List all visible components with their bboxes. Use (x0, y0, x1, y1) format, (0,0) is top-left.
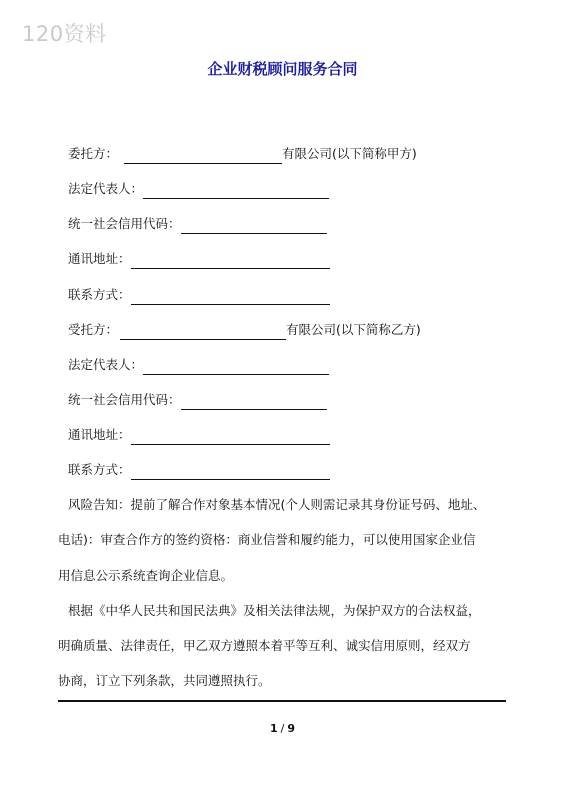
watermark: 120资料 (22, 22, 107, 46)
party-b-address-label: 通讯地址： (68, 427, 131, 442)
party-b-address-row (68, 425, 330, 445)
party-b-row (68, 320, 421, 340)
page-number (0, 722, 565, 735)
party-a-suffix: 有限公司(以下简称甲方) (282, 146, 417, 161)
party-b-contact-label: 联系方式： (68, 462, 131, 477)
party-a-address-blank[interactable] (131, 251, 330, 269)
party-a-address-row (68, 249, 330, 269)
party-a-name-blank[interactable] (124, 146, 282, 164)
party-a-contact-label: 联系方式： (68, 287, 131, 302)
party-b-legal-rep-label: 法定代表人： (68, 357, 144, 372)
party-a-contact-blank[interactable] (131, 287, 330, 305)
party-a-credit-code-row (68, 214, 327, 234)
party-b-credit-code-blank[interactable] (181, 392, 327, 410)
party-a-legal-rep-blank[interactable] (143, 181, 329, 199)
party-a-contact-row (68, 285, 330, 305)
party-b-contact-blank[interactable] (131, 462, 330, 480)
party-a-legal-rep-label: 法定代表人： (68, 181, 144, 196)
preamble-line-2: 明确质量、法律责任，甲乙双方遵照本着平等互利、诚实信用原则，经双方 (58, 638, 471, 653)
party-a-row (68, 144, 417, 164)
party-b-credit-code-row (68, 390, 327, 410)
party-b-legal-rep-row (68, 355, 329, 375)
page-current: 1 (269, 722, 278, 735)
party-b-address-blank[interactable] (131, 427, 330, 445)
party-b-suffix: 有限公司(以下简称乙方) (286, 322, 421, 337)
preamble-line-1: 根据《中华人民共和国民法典》及相关法律法规，为保护双方的合法权益， (68, 603, 481, 618)
page-separator: / (280, 722, 285, 735)
risk-notice-line-3: 用信息公示系统查询企业信息。 (58, 568, 234, 583)
document-title: 企业财税顾问服务合同 (207, 60, 358, 78)
party-a-credit-code-label: 统一社会信用代码： (68, 216, 181, 231)
party-a-label: 委托方： (68, 146, 119, 161)
risk-notice-line-1: 风险告知：提前了解合作对象基本情况(个人则需记录其身份证号码、地址、 (68, 497, 486, 512)
party-b-legal-rep-blank[interactable] (143, 357, 329, 375)
party-b-credit-code-label: 统一社会信用代码： (68, 392, 181, 407)
party-b-name-blank[interactable] (120, 322, 286, 340)
party-a-address-label: 通讯地址： (68, 251, 131, 266)
preamble-line-3: 协商，订立下列条款，共同遵照执行。 (58, 673, 271, 688)
footer-rule (58, 700, 506, 702)
party-a-legal-rep-row (68, 179, 329, 199)
party-b-label: 受托方： (68, 322, 119, 337)
risk-notice-line-2: 电话)：审查合作方的签约资格：商业信誉和履约能力，可以使用国家企业信 (58, 532, 476, 547)
party-b-contact-row (68, 460, 330, 480)
page-total: 9 (287, 722, 296, 735)
party-a-credit-code-blank[interactable] (181, 216, 327, 234)
